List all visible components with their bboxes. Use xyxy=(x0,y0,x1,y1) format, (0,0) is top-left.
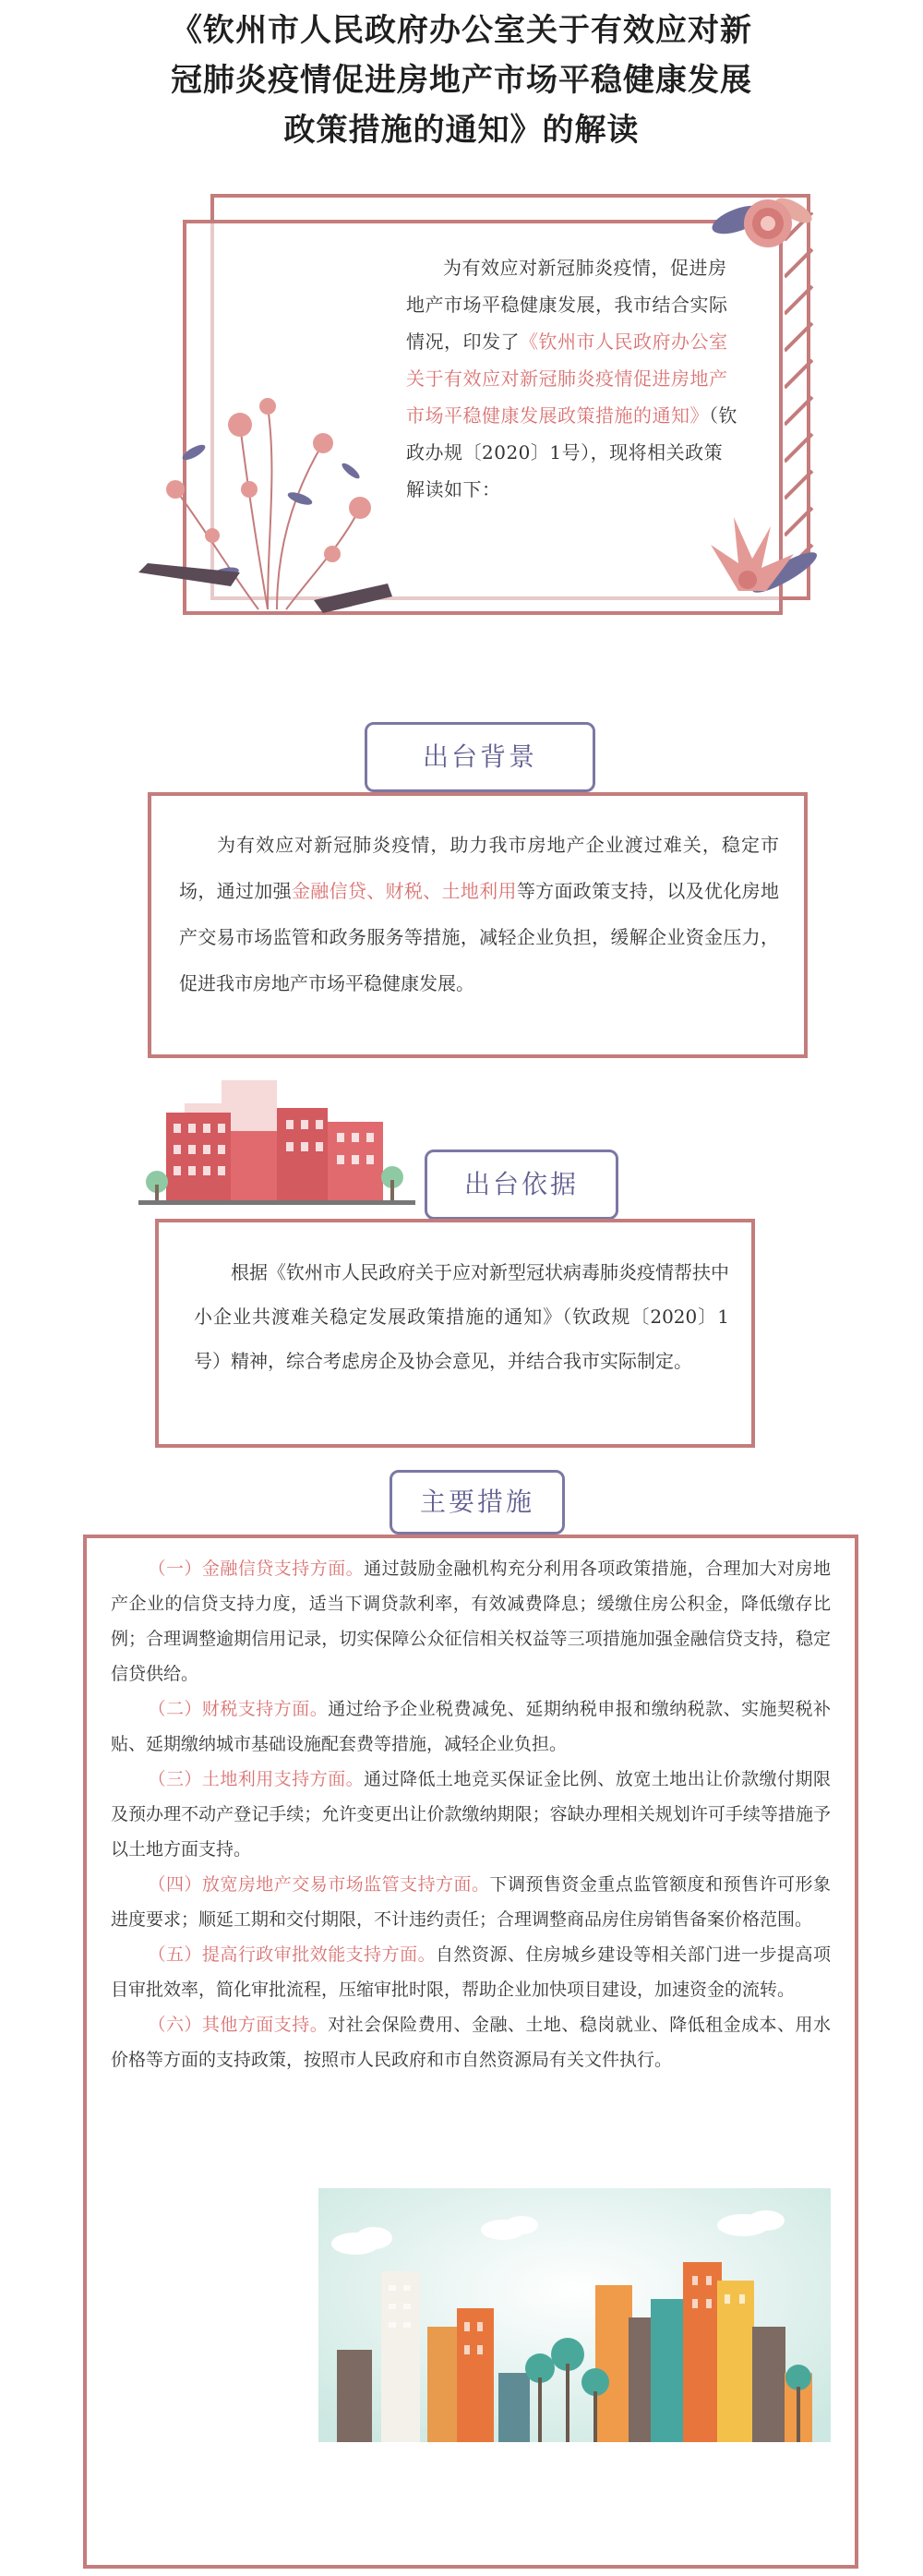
measure-heading-5: （五）提高行政审批效能支持方面。 xyxy=(148,1944,437,1965)
measure-heading-4: （四）放宽房地产交易市场监管支持方面。 xyxy=(148,1874,490,1895)
intro-text-a: 为有效应对新冠肺炎疫情，促进房地产市场平稳健康发展，我市结合实际情况，印发了 xyxy=(406,257,728,353)
background-title xyxy=(365,722,595,792)
flower-bouquet-left xyxy=(138,388,406,619)
background-text-b: 等方面政策支持，以及优化房地产交易市场监管和政务服务等措施，减轻企业负担，缓解企业资金压力，促进我市房地产市场平稳健康发展。 xyxy=(179,880,780,994)
measure-text-1: 通过鼓励金融机构充分利用各项政策措施，合理加大对房地产企业的信贷支持力度，适当下调贷款利率，有效减费降息；缓缴住房公积金，降低缴存比例；合理调整逾期信用记录，切实保障公众征信相关权益等三项措施加强金融信贷支持，稳定信贷供给。 xyxy=(111,1559,831,1684)
city-illustration-large xyxy=(318,2188,831,2442)
measure-item-1 xyxy=(111,1551,831,1691)
measure-text-4: 下调预售资金重点监管额度和预售许可形象进度要求；顺延工期和交付期限，不计违约责任；合理调整商品房住房销售备案价格范围。 xyxy=(111,1874,831,1930)
page-title xyxy=(0,6,923,155)
measure-text-2: 通过给予企业税费减免、延期纳税申报和缴纳税款、实施契税补贴、延期缴纳城市基础设施配套费等措施，减轻企业负担。 xyxy=(111,1699,831,1754)
measure-item-5 xyxy=(111,1937,831,2007)
measure-item-3 xyxy=(111,1762,831,1867)
measure-item-2 xyxy=(111,1691,831,1762)
measure-text-6: 对社会保险费用、金融、土地、稳岗就业、降低租金成本、用水价格等方面的支持政策，按照市人民政府和市自然资源局有关文件执行。 xyxy=(111,2015,831,2070)
intro-text xyxy=(406,249,738,508)
basis-text xyxy=(194,1250,729,1383)
measure-heading-6: （六）其他方面支持。 xyxy=(148,2015,329,2035)
title-line-1: 《钦州市人民政府办公室关于有效应对新 xyxy=(171,12,752,49)
basis-box xyxy=(155,1219,755,1448)
measure-text-5: 自然资源、住房城乡建设等相关部门进一步提高项目审批效率，简化审批流程，压缩审批时限，帮助企业加快项目建设，加速资金的流转。 xyxy=(111,1944,831,2000)
basis-title-text: 出台依据 xyxy=(463,1169,579,1199)
background-text xyxy=(179,822,779,1006)
measure-item-4 xyxy=(111,1867,831,1937)
background-title-text: 出台背景 xyxy=(422,741,537,772)
intro-doc-name: 《钦州市人民政府办公室关于有效应对新冠肺炎疫情促进房地产市场平稳健康发展政策措施的通知》 xyxy=(406,331,728,427)
measure-heading-1: （一）金融信贷支持方面。 xyxy=(148,1559,365,1579)
measures-title-text: 主要措施 xyxy=(419,1487,534,1517)
intro-text-b: （钦政办规〔2020〕1号），现将相关政策解读如下： xyxy=(406,404,737,500)
background-highlight: 金融信贷、财税、土地利用 xyxy=(291,880,517,902)
background-text-a: 为有效应对新冠肺炎疫情，助力我市房地产企业渡过难关，稳定市场，通过加强 xyxy=(179,834,779,902)
title-line-2: 冠肺炎疫情促进房地产市场平稳健康发展 xyxy=(171,62,752,99)
title-line-3: 政策措施的通知》的解读 xyxy=(283,112,640,149)
background-box xyxy=(148,792,808,1058)
measures-list xyxy=(111,1551,831,2077)
city-illustration-small xyxy=(138,1076,415,1205)
basis-text-body: 根据《钦州市人民政府关于应对新型冠状病毒肺炎疫情帮扶中小企业共渡难关稳定发展政策措施的通知》（钦政规〔2020〕1号）精神，综合考虑房企及协会意见，并结合我市实际制定。 xyxy=(194,1261,729,1372)
flower-decoration-bottom-right xyxy=(683,499,821,609)
measure-item-6 xyxy=(111,2007,831,2077)
measure-heading-2: （二）财税支持方面。 xyxy=(148,1699,329,1719)
measure-heading-3: （三）土地利用支持方面。 xyxy=(148,1769,365,1789)
measures-title xyxy=(390,1470,565,1535)
basis-title xyxy=(425,1150,618,1220)
measure-text-3: 通过降低土地竞买保证金比例、放宽土地出让价款缴付期限及预办理不动产登记手续；允许变更出让价款缴纳期限；容缺办理相关规划许可手续等措施予以土地方面支持。 xyxy=(111,1769,831,1860)
